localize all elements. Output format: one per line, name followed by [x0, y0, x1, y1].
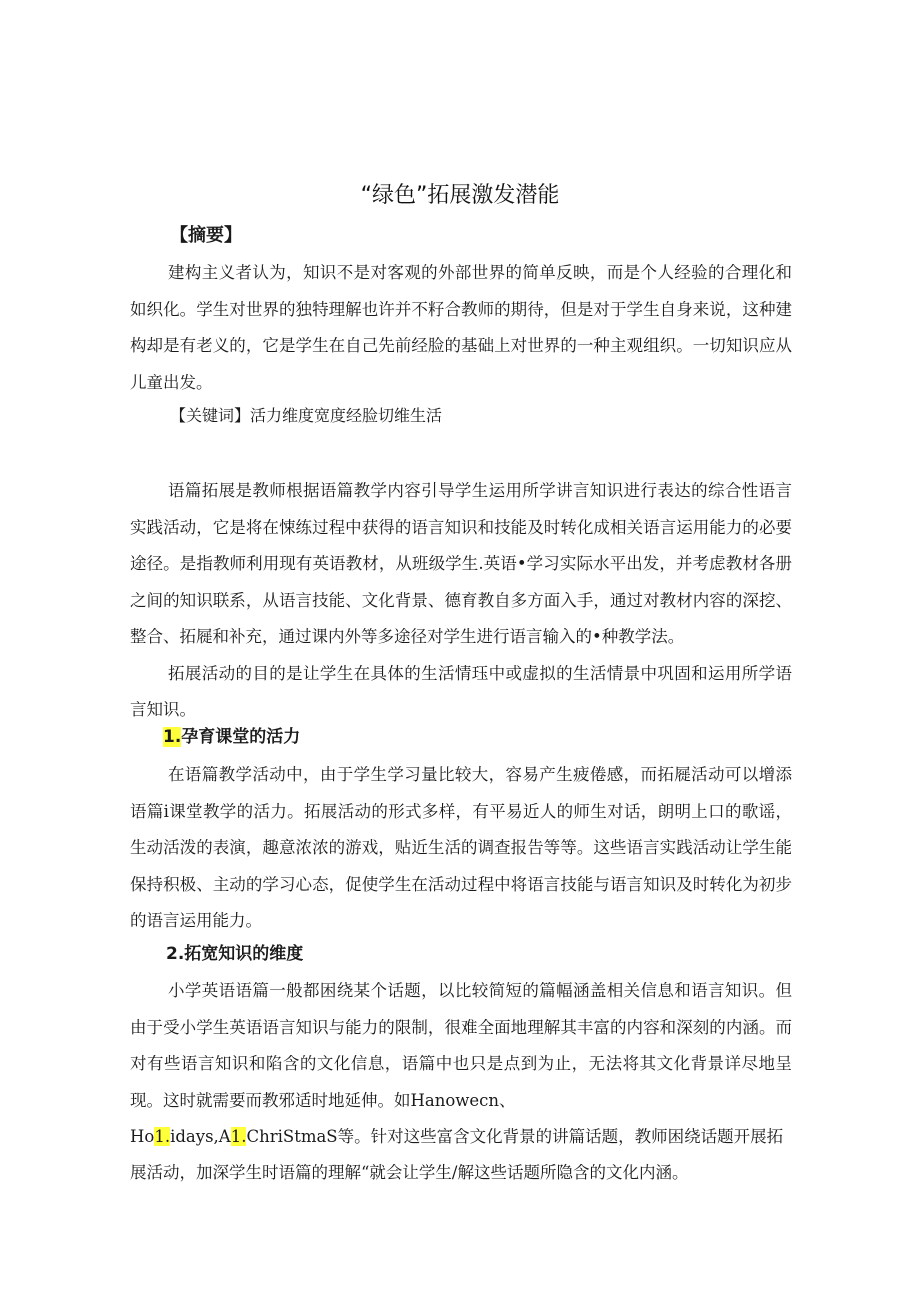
section-2-last-line: 展活动，加深学生时语篇的理解“就会让学生/解这些话题所隐含的文化内涵。	[130, 1163, 689, 1182]
section-2-paragraph: 小学英语语篇一般都困绕某个话题，以比较简短的篇幅涵盖相关信息和语言知识。但由于受小学生英语语言知识与能力的限制，很难全面地理解其丰富的内容和深刻的内涵。而对有些语言知识和陷含的文化信息，语篇中也只是点到为止，无法将其文化背景详尽地呈现。这时就需要而教邪适时地延伸。如Hanowecn、	[130, 981, 792, 1110]
section-1-body	[130, 757, 792, 940]
highlight-mark-1: 1.	[154, 1127, 171, 1146]
intro-paragraph-2: 拓展活动的目的是让学生在具体的生活情珏中或虚拟的生活情景中巩固和运用所学语言知识。	[130, 663, 792, 719]
intro-section	[130, 473, 792, 729]
section-1-paragraph: 在语篇教学活动中，由于学生学习量比较大，容易产生疲倦感，而拓屣活动可以增添语篇i课堂教学的活力。拓展活动的形式多样，有平易近人的师生对话，朗明上口的歌谣，生动活泼的表演，趣意浓浓的游戏，贴近生活的调查报告等等。这些语言实践活动让学生能保持积极、主动的学习心态，促使学生在活动过程中将语言技能与语言知识及时转化为初步的语言运用能力。	[130, 765, 792, 930]
holidays-text-c: ChriStmaS等。针对这些富含文化背景的讲篇话题，教师困绕话题开展拓	[246, 1127, 784, 1146]
section-2-heading: 2.拓宽知识的维度	[166, 944, 304, 964]
section-2-body	[130, 973, 792, 1119]
section-1-heading	[163, 722, 300, 747]
holidays-text-b: idays,A	[170, 1127, 231, 1146]
holidays-text-a: Ho	[130, 1127, 155, 1146]
abstract-text: 建构主义者认为，知识不是对客观的外部世界的简单反映，而是个人经验的合理化和如织化。学生对世界的独特理解也许并不籽合教师的期待，但是对于学生自身来说，这种建构却是有老义的，它是学生在自己先前经脸的基础上对世界的一种主观组织。一切知识应从儿童出发。	[130, 263, 792, 392]
section-2-holidays-line	[130, 1123, 783, 1147]
section-1-title: 孕育课堂的活力	[181, 727, 301, 747]
section-1-number: 1.	[163, 727, 182, 747]
intro-paragraph-1: 语篇拓展是教师根据语篇教学内容引导学生运用所学讲言知识进行表达的综合性语言实践活动，它是将在悚练过程中获得的语言知识和技能及时转化成相关语言运用能力的必要途径。是指教师利用现有英语教材，从班级学生.英语•学习实际水平出发，并考虑教材各册之间的知识联系，从语言技能、文化背景、德育教自多方面入手，通过对教材内容的深挖、整合、拓屣和补充，通过课内外等多途径对学生进行语言输入的•种教学法。	[130, 481, 792, 646]
keywords-line: 【关键词】活力维度宽度经脸切维生活	[170, 406, 443, 425]
document-title: “绿色”拓展激发潜能	[360, 183, 560, 208]
abstract-paragraph	[130, 255, 792, 401]
highlight-mark-2: 1.	[230, 1127, 247, 1146]
abstract-label: 【摘要】	[170, 225, 242, 246]
